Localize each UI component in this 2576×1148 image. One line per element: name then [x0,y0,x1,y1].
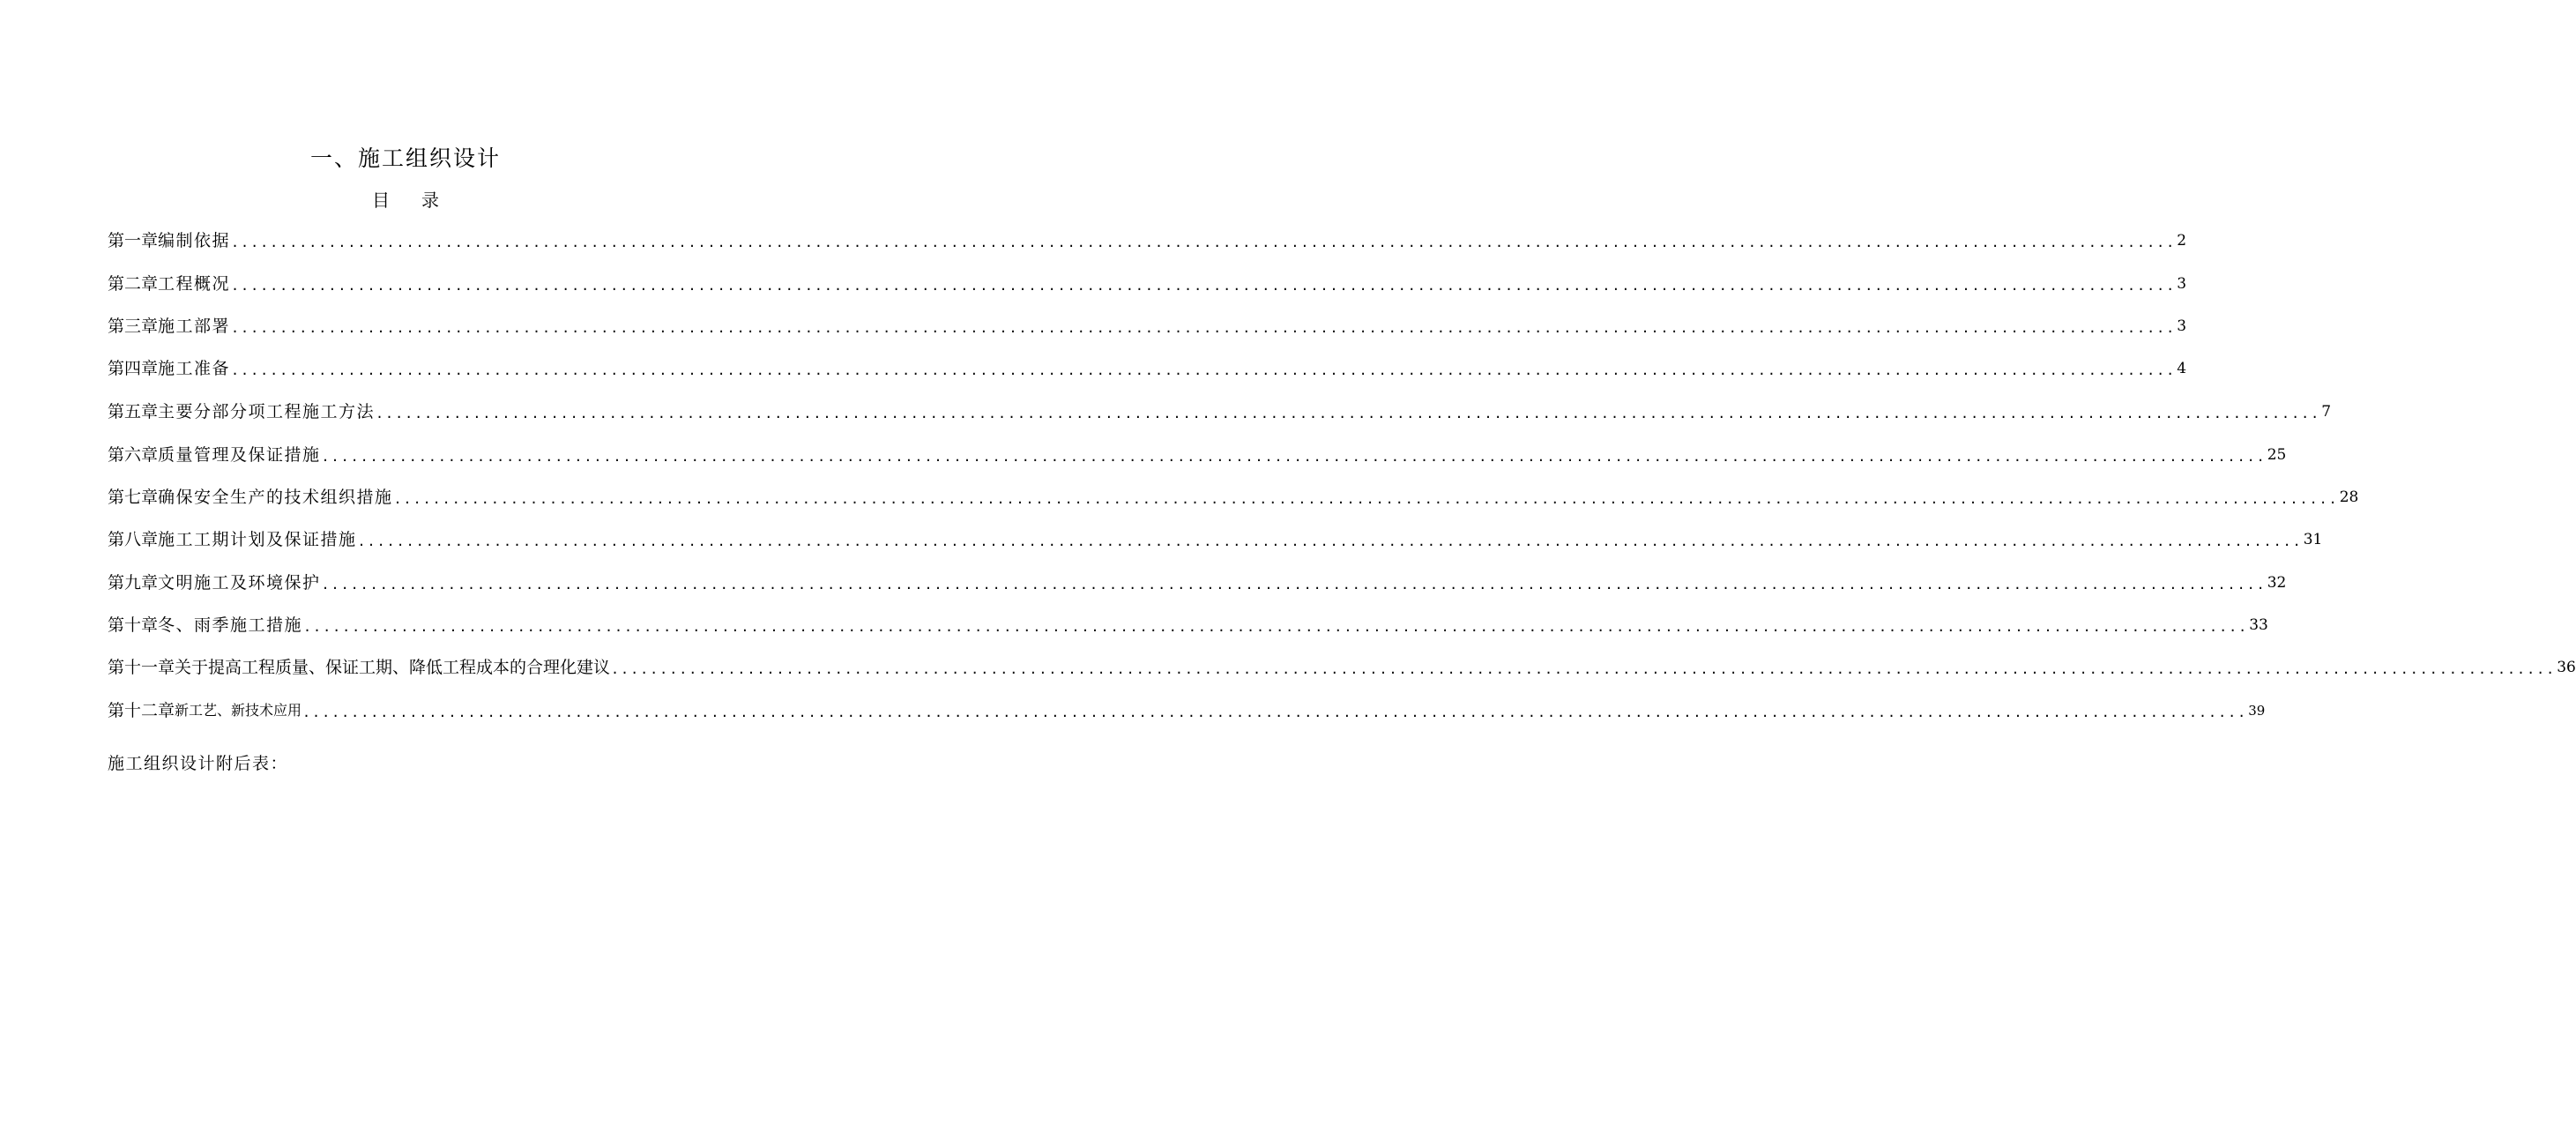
toc-heading [0,187,811,213]
toc-heading-right: 录 [421,190,439,211]
toc-entry-title: 质量管理及保证措施 [158,445,321,465]
toc-leader-dots: ........................................................................................................................................................................................................ [231,320,2177,336]
toc-page-number: 7 [2321,403,2332,421]
toc-entry-title: 编制依据 [158,231,231,250]
toc-entry-title: 新工艺、新技术应用 [175,702,302,719]
toc-page-number: 3 [2177,317,2187,335]
toc-entry[interactable] [108,524,2323,555]
toc-chapter-label: 第四章 [108,359,159,378]
appendix-label: 施工组织设计附后表： [108,754,289,773]
toc-page-number: 4 [2177,360,2187,377]
toc-chapter-label: 第八章 [108,530,159,549]
toc-entry[interactable] [108,353,2187,384]
toc-page-number: 39 [2248,703,2266,719]
toc-entry-title: 施工工期计划及保证措施 [158,530,357,549]
toc-page-number: 32 [2267,574,2287,592]
toc-page-number: 25 [2267,446,2287,464]
toc-leader-dots: ........................................................................................................................................................................................................ [303,619,2249,635]
toc-page-number: 36 [2557,659,2576,676]
toc-entry[interactable] [108,268,2187,300]
toc-entry-title: 施工准备 [158,359,231,378]
toc-page-number: 33 [2249,616,2268,634]
toc-leader-dots: ........................................................................................................................................................................................................ [393,491,2339,507]
toc-page-number: 2 [2177,232,2187,250]
toc-chapter-label: 第十章 [108,615,159,635]
toc-entry[interactable] [108,310,2187,342]
toc-leader-dots: ........................................................................................................................................................................................................ [357,533,2303,549]
toc-entry-title: 文明施工及环境保护 [158,573,321,593]
toc-page-number: 28 [2339,488,2359,506]
toc-entry-title: 冬、雨季施工措施 [158,615,303,635]
toc-heading-left: 目 [372,190,390,211]
toc-leader-dots: ........................................................................................................................................................................................................ [376,406,2321,421]
toc-chapter-label: 第六章 [108,445,159,465]
toc-entry[interactable] [108,567,2287,599]
toc-chapter-label: 第十一章 [108,658,175,677]
toc-entry-title: 确保安全生产的技术组织措施 [158,488,393,507]
toc-chapter-label: 第十二章 [108,701,175,720]
document-title: 一、施工组织设计 [309,145,501,171]
toc-entry[interactable] [108,481,2359,513]
toc-entry[interactable] [108,396,2332,428]
toc-leader-dots: ........................................................................................................................................................................................................ [302,704,2248,720]
toc-page-number: 3 [2177,275,2187,293]
toc-leader-dots: ........................................................................................................................................................................................................ [231,278,2177,294]
toc-chapter-label: 第七章 [108,488,159,507]
toc-chapter-label: 第三章 [108,317,159,336]
toc-leader-dots: ........................................................................................................................................................................................................ [321,577,2267,593]
toc-entry-title: 关于提高工程质量、保证工期、降低工程成本的合理化建议 [175,658,611,677]
toc-entry[interactable] [108,652,2576,683]
toc-leader-dots: ........................................................................................................................................................................................................ [611,661,2557,677]
toc-chapter-label: 第二章 [108,274,159,294]
toc-entry[interactable] [108,225,2187,257]
toc-chapter-label: 第一章 [108,231,159,250]
toc-entry[interactable] [108,609,2268,641]
toc-page-number: 31 [2303,531,2323,548]
toc-chapter-label: 第五章 [108,402,159,421]
toc-entry[interactable] [108,439,2287,471]
toc-leader-dots: ........................................................................................................................................................................................................ [231,235,2177,250]
toc-leader-dots: ........................................................................................................................................................................................................ [321,449,2267,465]
toc-entry-title: 施工部署 [158,317,231,336]
toc-leader-dots: ........................................................................................................................................................................................................ [231,362,2177,378]
toc-entry-title: 主要分部分项工程施工方法 [158,402,376,421]
toc-chapter-label: 第九章 [108,573,159,593]
toc-entry[interactable] [108,695,2266,727]
toc-entry-title: 工程概况 [158,274,231,294]
